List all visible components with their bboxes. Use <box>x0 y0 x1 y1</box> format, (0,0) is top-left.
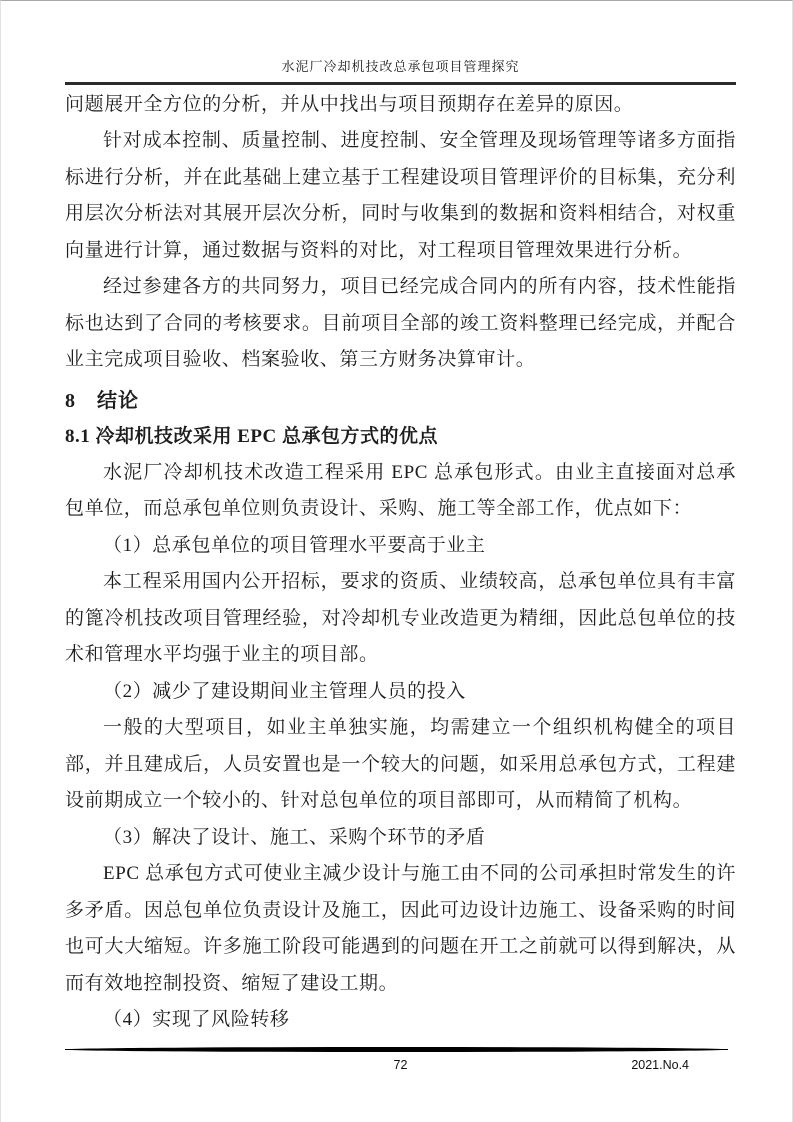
subsection-heading-epc-advantages: 8.1 冷却机技改采用 EPC 总承包方式的优点 <box>65 425 439 447</box>
point-3-title: （3）解决了设计、施工、采购个环节的矛盾 <box>103 826 486 848</box>
footer-rule-lens <box>65 1047 728 1052</box>
paragraph-analysis: 针对成本控制、质量控制、进度控制、安全管理及现场管理等诸多方面指标进行分析，并在此基础上建立基于工程建设项目管理评价的目标集，充分利用层次分析法对其展开层次分析，同时与收集到的数据和资料相结合，对权重向量进行计算，通过数据与资料的对比，对工程项目管理效果进行分析。 <box>65 130 736 261</box>
point-1-title: （1）总承包单位的项目管理水平要高于业主 <box>103 534 486 556</box>
point-2-body: 一般的大型项目，如业主单独实施，均需建立一个组织机构健全的项目部，并且建成后，人员安置也是一个较大的问题，如采用总承包方式，工程建设前期成立一个较小的、针对总包单位的项目部即可，从而精简了机构。 <box>65 717 736 811</box>
point-3-body: EPC 总承包方式可使业主减少设计与施工由不同的公司承担时常发生的许多矛盾。因总包单位负责设计及施工，因此可边设计边施工、设备采购的时间也可大大缩短。许多施工阶段可能遇到的问题在开工之前就可以得到解决，从而有效地控制投资、缩短了建设工期。 <box>65 863 736 994</box>
footer-row <box>65 1058 736 1074</box>
page-body <box>65 87 736 1039</box>
footer-page-number: 72 <box>393 1058 408 1072</box>
point-1-body: 本工程采用国内公开招标，要求的资质、业绩较高，总承包单位具有丰富的篦冷机技改项目管理经验，对冷却机专业改造更为精细，因此总包单位的技术和管理水平均强于业主的项目部。 <box>65 571 736 665</box>
point-4-title: （4）实现了风险转移 <box>103 1009 290 1030</box>
paragraph-continuation: 问题展开全方位的分析，并从中找出与项目预期存在差异的原因。 <box>65 93 634 115</box>
header-rule <box>65 82 736 85</box>
running-title: 水泥厂冷却机技改总承包项目管理探究 <box>281 59 520 74</box>
page-content <box>1 58 792 1039</box>
section-heading-conclusion: 8 结论 <box>65 389 139 412</box>
page-footer <box>65 1047 736 1074</box>
paragraph-completion: 经过参建各方的共同努力，项目已经完成合同内的所有内容，技术性能指标也达到了合同的考核要求。目前项目全部的竣工资料整理已经完成，并配合业主完成项目验收、档案验收、第三方财务决算审计。 <box>65 276 736 370</box>
page-header <box>65 58 736 85</box>
point-2-title: （2）减少了建设期间业主管理人员的投入 <box>103 680 466 702</box>
paragraph-epc-intro: 水泥厂冷却机技术改造工程采用 EPC 总承包形式。由业主直接面对总承包单位，而总承包单位则负责设计、采购、施工等全部工作，优点如下： <box>65 461 736 519</box>
footer-rule <box>65 1047 728 1052</box>
footer-issue-number: 2021.No.4 <box>631 1058 689 1072</box>
